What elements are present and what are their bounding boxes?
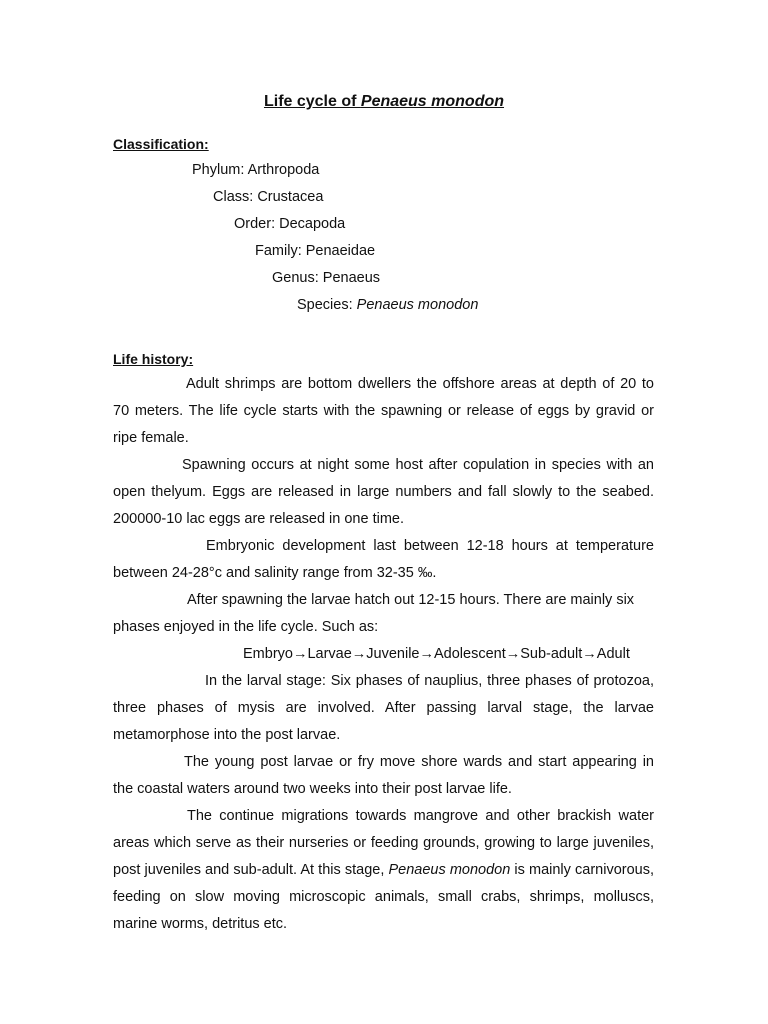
migrations-text-2: is mainly carnivorous, feeding on slow moving microscopic animals, small crabs, shrimps, molluscs, marine worms, detritus etc.: [113, 862, 654, 932]
paragraph-spawning: Spawning occurs at night some host after copulation in species with an open thelyum. Eggs are released in large numbers and fall slowly to the seabed. 200000-10 lac eggs are released in one time.: [113, 457, 654, 527]
classification-heading: Classification:: [113, 136, 209, 152]
life-cycle-flow: Embryo→Larvae→Juvenile→Adolescent→Sub-adult→Adult: [243, 646, 630, 662]
paragraph-embryonic-development: Embryonic development last between 12-18 hours at temperature between 24-28°c and salinity range from 32-35 ‰.: [113, 538, 654, 581]
classification-class: Class: Crustacea: [213, 189, 324, 205]
species-label: Species:: [297, 297, 357, 313]
paragraph-post-larvae: The young post larvae or fry move shore wards and start appearing in the coastal waters around two weeks into their post larvae life.: [113, 754, 654, 797]
paragraph-adult-shrimps: Adult shrimps are bottom dwellers the offshore areas at depth of 20 to 70 meters. The life cycle starts with the spawning or release of eggs by gravid or ripe female.: [113, 376, 654, 446]
classification-species: [297, 297, 478, 313]
migrations-text-1: The continue migrations towards mangrove and other brackish water areas which serve as their nurseries or feeding grounds, growing to large juveniles, post juveniles and sub-adult. At this stage,: [113, 808, 654, 878]
paragraph-larvae-hatch: After spawning the larvae hatch out 12-15 hours. There are mainly six phases enjoyed in the life cycle. Such as:: [113, 592, 635, 635]
life-history-heading: Life history:: [113, 351, 194, 367]
classification-phylum: Phylum: Arthropoda: [192, 162, 320, 178]
paragraph-larval-stage: In the larval stage: Six phases of nauplius, three phases of protozoa, three phases of mysis are involved. After passing larval stage, the larvae metamorphose into the post larvae.: [113, 673, 654, 743]
document-title: [0, 93, 768, 111]
paragraph-migrations: [113, 803, 654, 938]
classification-family: Family: Penaeidae: [255, 243, 376, 259]
classification-order: Order: Decapoda: [234, 216, 346, 232]
title-prefix: Life cycle of: [263, 93, 361, 110]
migrations-species: Penaeus monodon: [388, 862, 511, 878]
title-species: Penaeus monodon: [360, 93, 505, 110]
classification-genus: Genus: Penaeus: [272, 270, 381, 286]
species-name: Penaeus monodon: [356, 297, 479, 313]
